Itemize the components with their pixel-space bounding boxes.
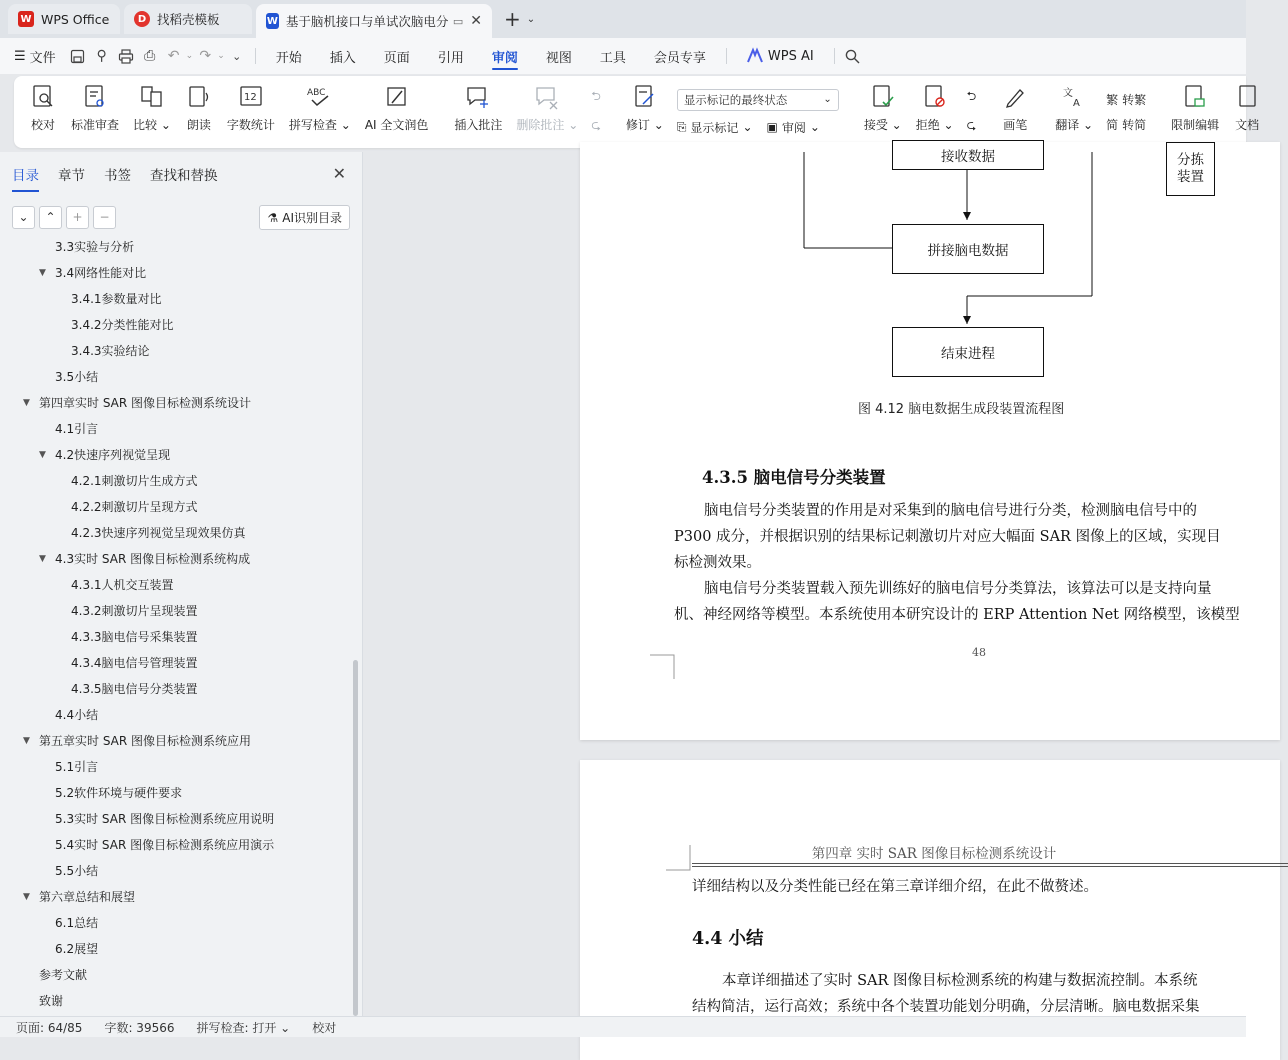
translate-label: 翻译 ⌄ [1055,118,1094,132]
expand-arrow-icon[interactable]: ▼ [23,398,30,408]
toc-item[interactable] [71,315,174,335]
flow-box-end: 结束进程 [892,327,1044,377]
toc-item[interactable] [55,367,98,387]
section-heading-4-3-5: 4.3.5 脑电信号分类装置 [702,468,886,487]
document-check-icon [81,82,109,112]
ai-sparkle-icon: ⚗ [267,210,279,225]
comment-delete-icon [533,82,561,112]
next-change-icon[interactable]: ⮎ [966,118,977,132]
spell-check-status: 拼写检查: 打开 [196,1020,277,1035]
toc-item-label: 5.1引言 [55,760,99,774]
to-traditional-label: 转繁 [1122,93,1147,107]
expand-arrow-icon[interactable]: ▼ [23,892,30,902]
chevron-down-icon: ⌄ [823,94,832,105]
toc-item-label: 6.1总结 [55,916,99,930]
paragraph-line: 标检测效果。 [674,555,761,571]
close-icon[interactable]: ✕ [470,13,482,29]
menu-start[interactable]: 开始 [275,50,302,66]
wps-ai-button[interactable] [733,38,828,74]
toc-item[interactable] [71,497,198,517]
standard-review-label: 标准审查 [71,118,120,132]
comment-add-icon [464,82,492,112]
monitor-icon[interactable]: ▭ [452,14,464,28]
margin-corner-mark [650,654,680,684]
toc-item[interactable] [55,419,98,439]
compare-text: 比较 [133,118,158,132]
to-simplified-button[interactable] [1106,116,1146,133]
docer-logo-icon: D [134,11,150,27]
toc-item[interactable] [39,965,87,985]
review-pane-label: 审阅 [781,120,806,135]
toc-item[interactable] [23,731,252,751]
delete-comment-button[interactable] [509,82,585,142]
tab-label: WPS Office [41,11,110,27]
toc-item[interactable] [71,627,198,647]
document-icon [1233,82,1261,112]
read-aloud-icon [185,82,213,112]
insert-comment-button[interactable] [447,82,509,142]
toc-item[interactable] [71,575,174,595]
conversion-group [1100,91,1152,133]
document-page[interactable] [580,142,1280,740]
save-icon[interactable] [66,44,90,68]
word-count-label: 字数统计 [226,118,275,132]
pen-icon [1001,82,1029,112]
divider [726,48,727,64]
section-heading-4-4: 4.4 小结 [692,929,764,949]
toc-list [0,240,350,1016]
toc-item-label: 5.4实时 SAR 图像目标检测系统应用演示 [55,838,275,852]
toc-item-label: 致谢 [39,994,64,1008]
toc-item-label: 4.3.4脑电信号管理装置 [71,656,198,670]
chevron-down-icon[interactable]: ⌄ [526,13,536,25]
word-logo-icon: W [266,13,279,29]
word-count-indicator[interactable]: 字数: 39566 [104,1020,175,1035]
track-changes-icon [631,82,659,112]
proofread-button[interactable] [22,82,64,142]
undo-icon[interactable]: ↶ [167,48,180,64]
menu-tools[interactable]: 工具 [599,50,626,66]
menu-view[interactable]: 视图 [545,50,572,66]
paragraph-line: 脑电信号分类装置载入预先训练好的脑电信号分类算法，该算法可以是支持向量 [704,581,1212,597]
markup-state-select[interactable] [677,89,839,111]
previous-comment-icon[interactable]: ⮌ [591,89,601,103]
paragraph-line: 结构简洁，运行高效；系统中各个装置功能划分明确，分层清晰。脑电数据采集 [692,999,1200,1015]
toc-item[interactable] [71,471,198,491]
comment-nav-group [585,87,607,137]
toc-item-label: 4.2.2刺激切片呈现方式 [71,500,198,514]
proofread-label: 校对 [30,118,55,132]
toc-item-label: 第四章实时 SAR 图像目标检测系统设计 [39,396,252,410]
toc-item[interactable] [71,679,198,699]
page-header: 第四章 实时 SAR 图像目标检测系统设计 [811,846,1057,862]
toc-item[interactable] [39,549,251,569]
traditional-icon: 繁 [1106,93,1119,107]
paragraph-line: 机、神经网络等模型。本系统使用本研究设计的 ERP Attention Net 网络模型，该模型 [674,607,1240,623]
toc-item-label: 4.3实时 SAR 图像目标检测系统构成 [55,552,251,566]
document-button[interactable] [1226,82,1268,142]
new-tab-plus-icon[interactable]: + [504,7,521,31]
redo-icon[interactable]: ↷ [199,48,212,64]
toc-item[interactable] [71,601,198,621]
accept-label: 接受 ⌄ [863,118,902,132]
standard-review-button[interactable] [64,82,126,142]
ai-toc-label: AI识别目录 [282,211,342,225]
tab-find-replace[interactable]: 查找和替换 [150,168,218,184]
toc-item-label: 5.2软件环境与硬件要求 [55,786,183,800]
close-icon[interactable]: ✕ [332,164,346,183]
ai-polish-button[interactable] [358,82,436,142]
menu-references[interactable]: 引用 [437,50,464,66]
toc-item[interactable] [55,705,98,725]
delete-comment-label: 删除批注 ⌄ [516,118,579,132]
toc-item[interactable] [23,393,252,413]
collapse-up-icon[interactable]: ⌃ [39,206,62,229]
toc-item[interactable] [55,757,98,777]
read-aloud-label: 朗读 [186,118,211,132]
expand-arrow-icon[interactable]: ▼ [39,450,46,460]
previous-change-icon[interactable]: ⮌ [966,89,977,103]
menu-review[interactable]: 审阅 [478,38,532,74]
restrict-edit-label: 限制编辑 [1171,118,1220,132]
toc-item[interactable] [71,289,162,309]
tab-wps-office[interactable] [8,4,120,34]
toc-item[interactable] [39,445,171,465]
toc-item-label: 4.2.1刺激切片生成方式 [71,474,198,488]
file-menu[interactable]: 文件 [29,50,56,66]
expand-arrow-icon[interactable]: ▼ [23,736,30,746]
read-aloud-button[interactable] [178,82,220,142]
toc-item-label: 3.5小结 [55,370,99,384]
accept-text: 接受 [863,118,888,132]
show-markup-label: 显示标记 [690,120,739,135]
toc-item[interactable] [55,861,98,881]
review-pane-icon: ▣ [766,120,778,134]
toc-item[interactable] [23,887,136,907]
flow-box-receive: 接收数据 [892,140,1044,170]
tab-toc[interactable]: 目录 [12,164,39,184]
expand-down-icon[interactable]: ⌄ [12,206,35,229]
tab-bookmarks[interactable]: 书签 [104,168,131,184]
compare-icon [138,82,166,112]
brush-button[interactable] [994,82,1036,142]
markup-group [671,89,845,136]
page-number: 48 [972,646,986,659]
tab-label: 找稻壳模板 [157,12,220,27]
review-pane-button[interactable]: ▣ 审阅 ⌄ [766,120,820,135]
restrict-edit-button[interactable] [1164,82,1226,142]
spell-check-icon [306,82,334,112]
translate-icon [1060,82,1088,112]
reject-text: 拒绝 [915,118,940,132]
status-bar [0,1016,1246,1037]
toc-item-label: 4.3.2刺激切片呈现装置 [71,604,198,618]
header-rule [692,866,1288,867]
redo-dropdown-icon[interactable]: ⌄ [217,51,225,61]
paragraph-line: 本章详细描述了实时 SAR 图像目标检测系统的构建与数据流控制。本系统 [722,973,1198,989]
show-markup-button[interactable]: ⎘ 显示标记 ⌄ [676,119,753,135]
tab-bar [0,0,1246,38]
toc-item[interactable] [71,341,150,361]
navigation-tabs [0,152,362,196]
toc-item-label: 4.3.5脑电信号分类装置 [71,682,198,696]
menu-bar [0,38,1246,74]
tab-docer-templates[interactable] [124,4,252,34]
menu-insert[interactable]: 插入 [329,50,356,66]
toc-item[interactable] [55,913,98,933]
header-rule [692,863,1288,864]
hamburger-icon[interactable]: ☰ [14,48,26,64]
menu-membership[interactable]: 会员专享 [653,50,706,66]
toc-item-label: 4.2.3快速序列视觉呈现效果仿真 [71,526,246,540]
tab-label: 基于脑机接口与单试次脑电分 [285,14,449,29]
tab-sections[interactable]: 章节 [58,168,85,184]
markup-state-value: 显示标记的最终状态 [683,92,788,107]
wps-ai-label: WPS AI [767,48,814,64]
markup-row [677,119,839,136]
toc-item[interactable] [71,653,198,673]
toc-item-label: 3.4.2分类性能对比 [71,318,174,332]
document-area[interactable] [364,149,1246,1016]
toc-item-label: 第六章总结和展望 [39,890,136,904]
proofread-icon [29,82,57,112]
expand-arrow-icon[interactable]: ▼ [39,554,46,564]
more-chevron-icon[interactable]: ⌄ [232,49,242,63]
document-label: 文档 [1235,118,1260,132]
toc-item[interactable] [39,991,63,1011]
toc-item[interactable] [55,809,274,829]
print-icon[interactable] [114,44,138,68]
flow-box-concat: 拼接脑电数据 [892,224,1044,274]
paragraph-line: 详细结构以及分类性能已经在第三章详细介绍，在此不做赘述。 [692,879,1098,895]
toc-item[interactable] [71,523,246,543]
revise-button[interactable] [619,82,671,142]
toc-item-label: 3.4.1参数量对比 [71,292,162,306]
toc-item-label: 4.3.3脑电信号采集装置 [71,630,198,644]
toc-item-label: 5.5小结 [55,864,99,878]
reject-label: 拒绝 ⌄ [915,118,954,132]
toc-item-label: 3.4网络性能对比 [55,266,147,280]
toc-item[interactable] [39,263,147,283]
divider [255,48,256,64]
accept-icon [869,82,897,112]
show-markup-icon: ⎘ [676,119,687,134]
insert-comment-label: 插入批注 [454,118,503,132]
change-nav-group [961,87,983,137]
compare-label: 比较 ⌄ [133,118,171,132]
toc-scrollbar[interactable] [353,660,358,1016]
wps-logo-icon: W [18,11,34,27]
accept-button[interactable] [857,82,909,142]
undo-dropdown-icon[interactable]: ⌄ [185,51,194,61]
toc-item-label: 4.3.1人机交互装置 [71,578,174,592]
compare-button[interactable] [126,82,178,142]
revise-text: 修订 [625,118,650,132]
spell-check-label: 拼写检查 ⌄ [288,118,351,132]
toc-item-label: 6.2展望 [55,942,99,956]
toc-item[interactable] [55,783,182,803]
svg-text:12: 12 [243,92,257,103]
toc-item-label: 4.4小结 [55,708,99,722]
to-simplified-label: 转简 [1122,118,1147,132]
wps-ai-icon [747,49,763,63]
spell-check-button[interactable] [282,82,358,142]
navigation-pane [0,152,363,1016]
divider [834,48,835,64]
svg-text:文: 文 [1063,88,1074,99]
link-icon[interactable]: ⚲ [96,48,107,64]
add-heading-icon[interactable]: + [66,206,89,229]
revise-label: 修订 ⌄ [625,118,664,132]
spell-check-text: 拼写检查 [288,118,337,132]
tab-document[interactable] [256,4,492,38]
svg-text:ABC: ABC [306,88,326,98]
toc-item-label: 参考文献 [39,968,88,982]
page-indicator[interactable]: 页面: 64/85 [16,1020,83,1035]
magic-wand-icon [383,82,411,112]
toc-item-label: 4.2快速序列视觉呈现 [55,448,171,462]
toc-item-label: 3.4.3实验结论 [71,344,150,358]
svg-text:A: A [1073,98,1080,109]
translate-text: 翻译 [1055,118,1080,132]
translate-button[interactable] [1048,82,1100,142]
expand-arrow-icon[interactable]: ▼ [39,268,46,278]
paragraph-line: 脑电信号分类装置的作用是对采集到的脑电信号进行分类，检测脑电信号中的 [704,503,1197,519]
remove-heading-icon[interactable]: − [93,206,116,229]
menu-page[interactable]: 页面 [383,50,410,66]
proof-indicator[interactable]: 校对 [312,1020,337,1035]
toc-item-label: 5.3实时 SAR 图像目标检测系统应用说明 [55,812,275,826]
word-count-button[interactable] [220,82,282,142]
toc-item[interactable] [55,835,274,855]
toc-item-label: 3.3实验与分析 [55,240,135,254]
print-preview-icon[interactable]: ⎙ [144,48,156,64]
flow-box-sort: 分拣 装置 [1166,142,1215,196]
spell-check-indicator[interactable]: 拼写检查: 打开 ⌄ [196,1020,291,1035]
reject-button[interactable] [909,82,961,142]
toc-item-label: 第五章实时 SAR 图像目标检测系统应用 [39,734,252,748]
brush-label: 画笔 [1003,118,1028,132]
reject-icon [921,82,949,112]
next-comment-icon[interactable]: ⮎ [591,118,601,132]
paragraph-line: P300 成分，并根据识别的结果标记刺激切片对应大幅面 SAR 图像上的区域，实现目 [674,529,1221,545]
toc-item-label: 4.1引言 [55,422,99,436]
toc-item[interactable] [55,939,98,959]
lock-document-icon [1181,82,1209,112]
figure-caption: 图 4.12 脑电数据生成段装置流程图 [858,402,1065,417]
ai-toc-button[interactable] [259,205,350,230]
simplified-icon: 简 [1106,118,1119,132]
search-icon[interactable] [841,44,865,68]
word-count-icon [237,82,265,112]
toc-item[interactable] [55,237,134,257]
delete-comment-text: 删除批注 [516,118,565,132]
to-traditional-button[interactable] [1106,91,1146,108]
document-page[interactable] [580,760,1280,1060]
review-ribbon [14,76,1260,148]
ai-polish-label: AI 全文润色 [364,118,429,132]
